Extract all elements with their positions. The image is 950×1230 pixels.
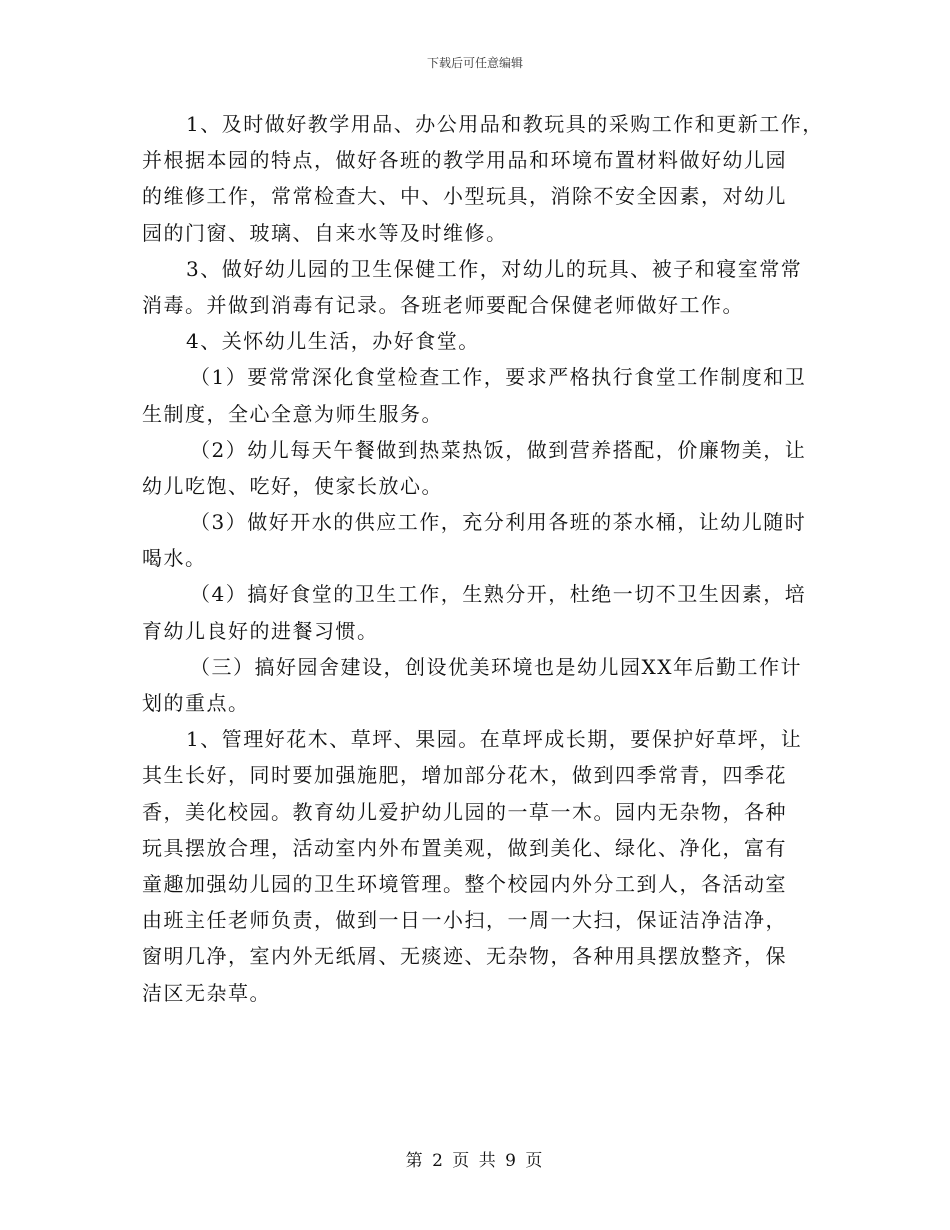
document-body xyxy=(142,106,822,1011)
page-number: 第 2 页 共 9 页 xyxy=(405,1151,545,1171)
text-line: 4、关怀幼儿生活，办好食堂。 xyxy=(186,329,480,354)
text-line: 的维修工作，常常检查大、中、小型玩具，消除不安全因素，对幼儿 xyxy=(142,184,787,209)
text-line: （4）搞好食堂的卫生工作，生熟分开，杜绝一切不卫生因素，培 xyxy=(190,582,807,607)
text-line: 园的门窗、玻璃、自来水等及时维修。 xyxy=(142,220,508,245)
text-line: 幼儿吃饱、吃好，使家长放心。 xyxy=(142,473,443,498)
text-line: （1）要常常深化食堂检查工作，要求严格执行食堂工作制度和卫 xyxy=(190,365,807,390)
text-line: 1、管理好花木、草坪、果园。在草坪成长期，要保护好草坪，让 xyxy=(186,727,803,752)
text-line: （三）搞好园舍建设，创设优美环境也是幼儿园XX年后勤工作计 xyxy=(190,654,802,679)
text-line: 洁区无杂草。 xyxy=(142,980,271,1005)
text-line: 其生长好，同时要加强施肥，增加部分花木，做到四季常青，四季花 xyxy=(142,763,787,788)
text-line: 育幼儿良好的进餐习惯。 xyxy=(142,618,379,643)
text-line: 童趣加强幼儿园的卫生环境管理。整个校园内外分工到人，各活动室 xyxy=(142,871,787,896)
text-line: 并根据本园的特点，做好各班的教学用品和环境布置材料做好幼儿园 xyxy=(142,148,787,173)
text-line: （2）幼儿每天午餐做到热菜热饭，做到营养搭配，价廉物美，让 xyxy=(190,437,807,462)
text-line: （3）做好开水的供应工作，充分利用各班的茶水桶，让幼儿随时 xyxy=(190,510,807,535)
text-line: 香，美化校园。教育幼儿爱护幼儿园的一草一木。园内无杂物，各种 xyxy=(142,799,787,824)
text-line: 玩具摆放合理，活动室内外布置美观，做到美化、绿化、净化，富有 xyxy=(142,835,787,860)
text-line: 生制度，全心全意为师生服务。 xyxy=(142,401,443,426)
text-line: 划的重点。 xyxy=(142,691,250,715)
text-line: 3、做好幼儿园的卫生保健工作，对幼儿的玩具、被子和寝室常常 xyxy=(186,256,803,281)
page-header-note: 下载后可任意编辑 xyxy=(426,56,523,70)
text-line: 窗明几净，室内外无纸屑、无痰迹、无杂物，各种用具摆放整齐，保 xyxy=(142,944,787,969)
text-line: 喝水。 xyxy=(142,546,207,571)
text-line: 由班主任老师负责，做到一日一小扫，一周一大扫，保证洁净洁净， xyxy=(142,908,787,933)
text-line: 消毒。并做到消毒有记录。各班老师要配合保健老师做好工作。 xyxy=(142,292,744,317)
text-line: 1、及时做好教学用品、办公用品和教玩具的采购工作和更新工作， xyxy=(186,112,824,136)
